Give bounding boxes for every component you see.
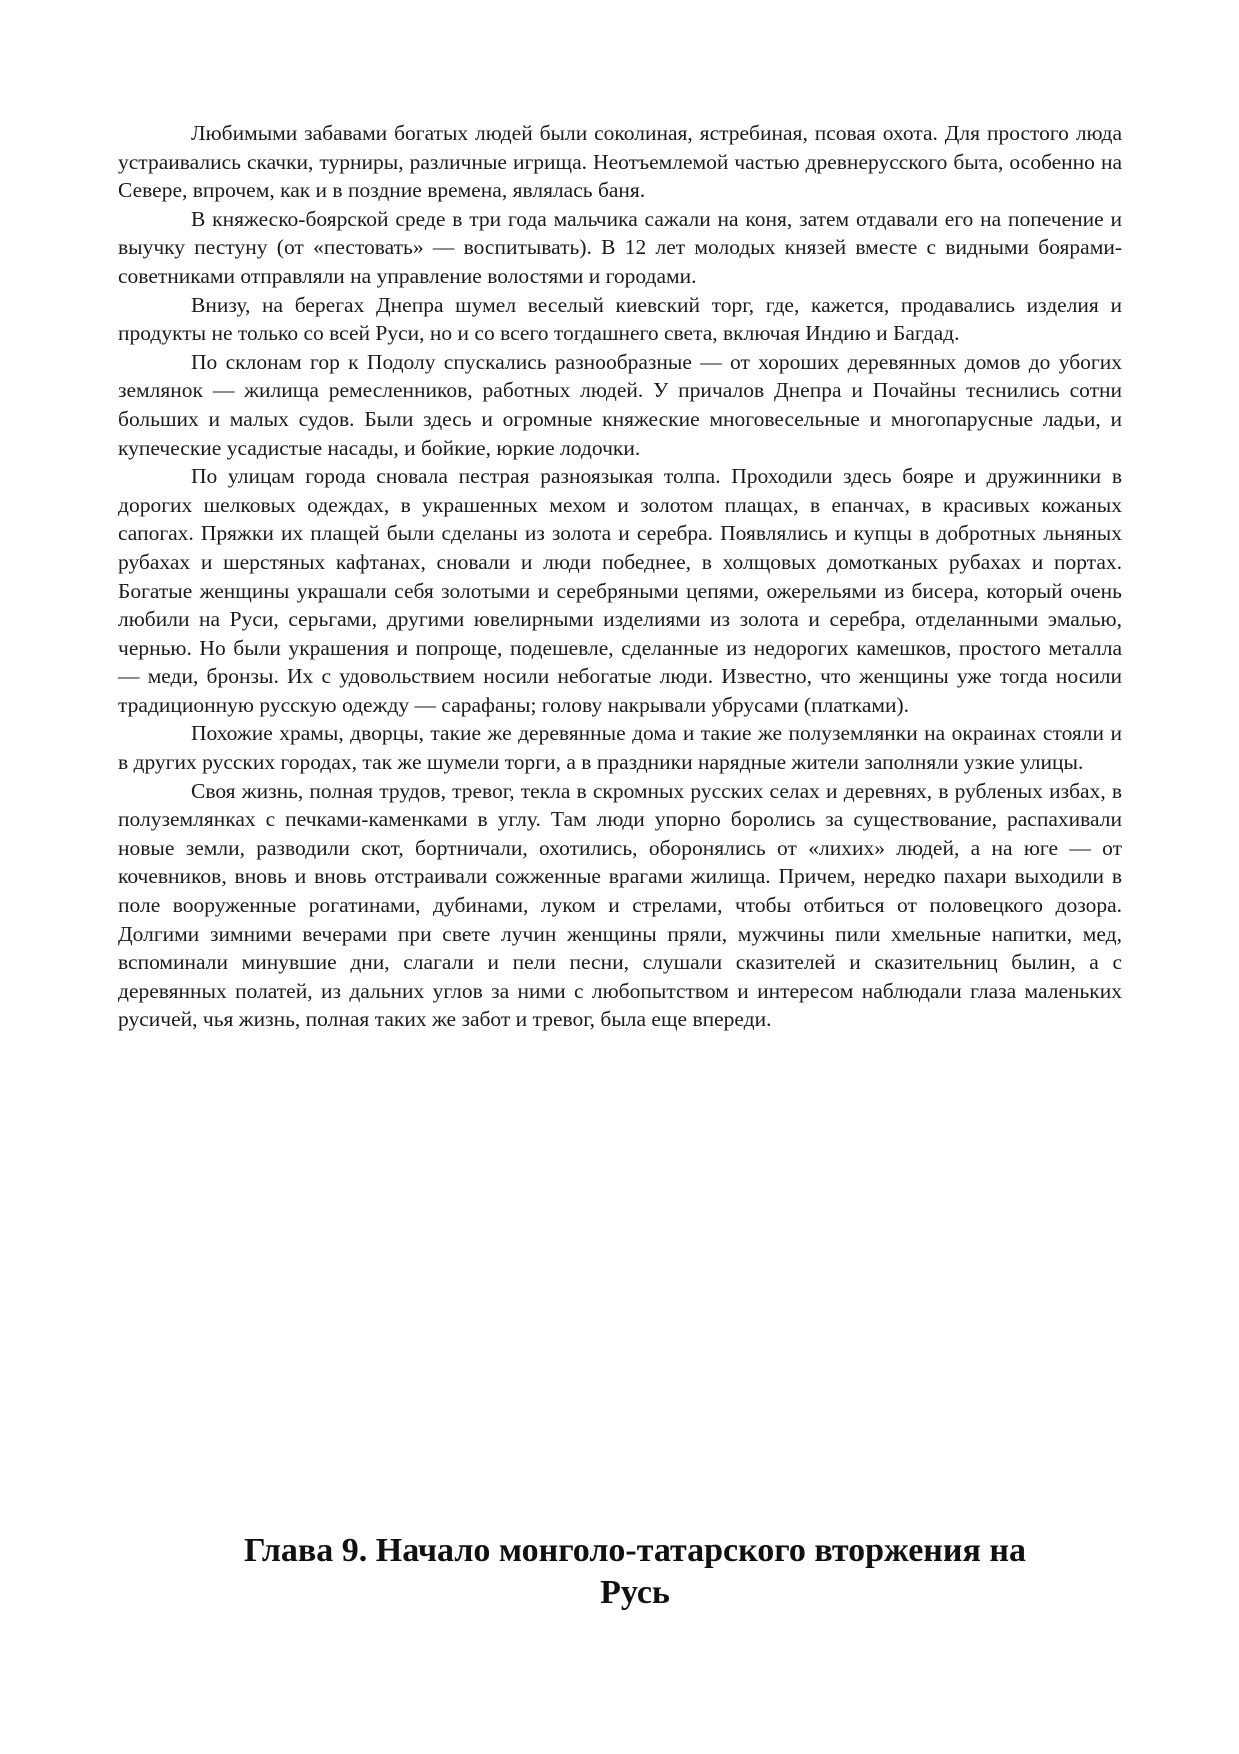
chapter-title-line-1: Глава 9. Начало монголо-татарского вторжения на: [244, 1532, 1026, 1569]
chapter-title: [118, 1530, 1122, 1614]
paragraph-7: Своя жизнь, полная трудов, тревог, текла в скромных русских селах и деревнях, в рубленых избах, в полуземлянках с печками-каменками в углу. Там люди упорно боролись за существование, распахивали новые земли, разводили скот, бортничали, охотились, оборонялись от «лихих» людей, а на юге — от кочевников, вновь и вновь отстраивали сожженные врагами жилища. Причем, нередко пахари выходили в поле вооруженные рогатинами, дубинами, луком и стрелами, чтобы отбиться от половецкого дозора. Долгими зимними вечерами при свете лучин женщины пряли, мужчины пили хмельные напитки, мед, вспоминали минувшие дни, слагали и пели песни, слушали сказителей и сказительниц былин, а с деревянных полатей, из дальних углов за ними с любопытством и интересом наблюдали глаза маленьких русичей, чья жизнь, полная таких же забот и тревог, была еще впереди.: [118, 778, 1122, 1032]
paragraph-4: По склонам гор к Подолу спускались разнообразные — от хороших деревянных домов до убогих землянок — жилища ремесленников, работных людей. У причалов Днепра и Почайны теснились сотни больших и малых судов. Были здесь и огромные княжеские многовесельные и многопарусные ладьи, и купеческие усадистые насады, и бойкие, юркие лодочки.: [118, 349, 1122, 460]
body-text: [118, 119, 1122, 1034]
paragraph-1: Любимыми забавами богатых людей были соколиная, ястребиная, псовая охота. Для простого люда устраивались скачки, турниры, различные игрища. Неотъемлемой частью древнерусского быта, особенно на Севере, впрочем, как и в поздние времена, являлась баня.: [118, 121, 1122, 203]
paragraph-3: Внизу, на берегах Днепра шумел веселый киевский торг, где, кажется, продавались изделия и продукты не только со всей Руси, но и со всего тогдашнего света, включая Индию и Багдад.: [118, 292, 1122, 346]
paragraph-5: По улицам города сновала пестрая разноязыкая толпа. Проходили здесь бояре и дружинники в дорогих шелковых одеждах, в украшенных мехом и золотом плащах, в епанчах, в красивых кожаных сапогах. Пряжки их плащей были сделаны из золота и серебра. Появлялись и купцы в добротных льняных рубахах и шерстяных кафтанах, сновали и люди победнее, в холщовых домотканых рубахах и портах. Богатые женщины украшали себя золотыми и серебряными цепями, ожерельями из бисера, который очень любили на Руси, серьгами, другими ювелирными изделиями из золота и серебра, отделанными эмалью, чернью. Но были украшения и попроще, подешевле, сделанные из недорогих камешков, простого металла — меди, бронзы. Их с удовольствием носили небогатые люди. Известно, что женщины уже тогда носили традиционную русскую одежду — сарафаны; голову накрывали убрусами (платками).: [118, 464, 1122, 717]
paragraph-2: В княжеско-боярской среде в три года мальчика сажали на коня, затем отдавали его на попечение и выучку пестуну (от «пестовать» — воспитывать). В 12 лет молодых князей вместе с видными боярами-советниками отправляли на управление волостями и городами.: [118, 206, 1122, 288]
chapter-title-line-2: Русь: [600, 1574, 670, 1611]
paragraph-6: Похожие храмы, дворцы, такие же деревянные дома и такие же полуземлянки на окраинах стояли и в других русских городах, так же шумели торги, а в праздники нарядные жители заполняли узкие улицы.: [118, 721, 1122, 775]
